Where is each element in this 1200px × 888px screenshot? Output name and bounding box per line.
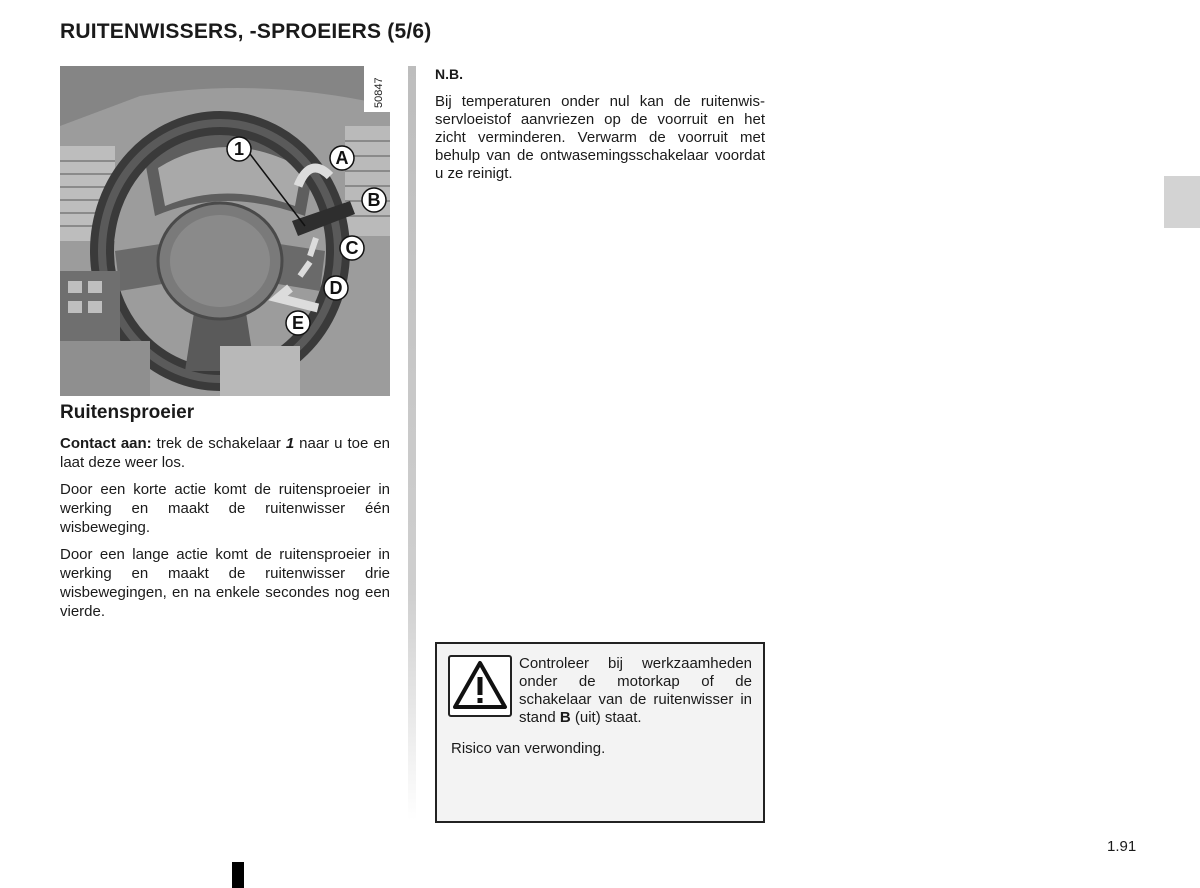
warning-text-before: Controleer bij werkzaamheden onder de motorkap of de schakelaar van de ruitenwisser in stand <box>519 655 752 726</box>
callout-d: D <box>329 278 343 298</box>
section-heading: Ruitensproeier <box>60 402 195 423</box>
callout-1: 1 <box>233 139 245 159</box>
page-number: 1.91 <box>1107 838 1137 855</box>
warning-note: Risico van verwonding. <box>451 740 606 757</box>
page-title: RUITENWISSERS, -SPROEIERS (5/6) <box>60 20 432 43</box>
figure-code: 50847 <box>373 77 385 108</box>
paragraph-short-action: Door een korte actie komt de ruitensproeier in werking en maakt de ruitenwisser één wisbeweging. <box>60 481 390 536</box>
warning-text-after: (uit) staat. <box>570 709 642 726</box>
warning-text <box>519 655 752 727</box>
callout-b: B <box>367 190 381 210</box>
paragraph-contact <box>60 434 390 472</box>
chapter-tab <box>1164 176 1200 228</box>
nb-label: N.B. <box>435 66 463 82</box>
crop-mark <box>232 862 244 888</box>
p1-before: trek de schakelaar <box>151 435 286 452</box>
column-divider <box>408 66 416 820</box>
wiper-stalk-illustration <box>60 66 390 396</box>
callout-e: E <box>291 313 305 333</box>
left-column-text <box>60 434 390 629</box>
warning-box <box>435 642 765 823</box>
callout-c: C <box>345 238 359 258</box>
p1-after: naar u toe en laat deze weer los. <box>60 435 390 471</box>
warning-triangle-icon <box>448 655 512 717</box>
switch-number: 1 <box>285 435 295 452</box>
warning-position-b: B <box>559 709 571 726</box>
contact-label: Contact aan: <box>60 435 152 452</box>
callout-a: A <box>335 148 349 168</box>
nb-text: Bij temperaturen onder nul kan de ruitenwis-servloeistof aanvriezen op de voorruit en het zicht verminderen. Verwarm de voorruit met behulp van de ontwasemingsschakelaar voordat u ze reinigt. <box>435 93 765 182</box>
paragraph-long-action: Door een lange actie komt de ruitensproeier in werking en maakt de ruitenwisser drie wisbewegingen, en na enkele secondes nog een vierde. <box>60 546 390 620</box>
